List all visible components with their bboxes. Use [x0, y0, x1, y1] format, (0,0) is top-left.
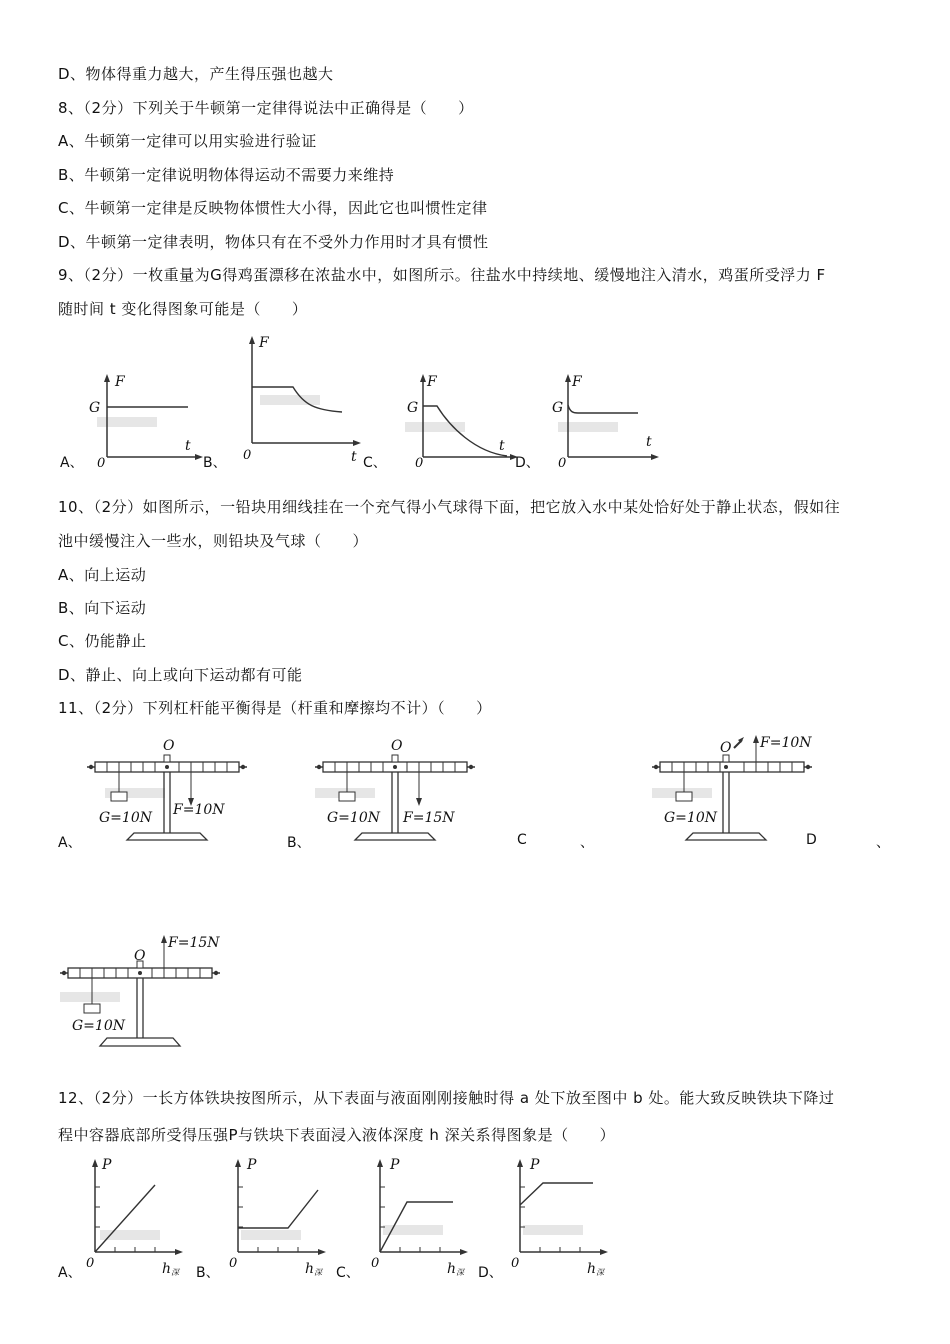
q12-stem-line2: 程中容器底部所受得压强P与铁块下表面浸入液体深度 h 深关系得图象是（ ）: [58, 1126, 616, 1144]
q11-choice-c-sep: 、: [580, 835, 594, 851]
q8-option-b: B、牛顿第一定律说明物体得运动不需要力来维持: [58, 166, 395, 184]
q10-stem-line2: 池中缓慢注入一些水，则铅块及气球（ ）: [58, 532, 369, 550]
q11-stem: 11、（2分）下列杠杆能平衡得是（杆重和摩擦均不计）（ ）: [58, 699, 492, 717]
q12c-y-label: P: [390, 1157, 400, 1173]
q10-option-b: B、向下运动: [58, 599, 147, 617]
q9d-x-label: t: [646, 434, 652, 450]
q11-lever-d: [58, 930, 228, 1052]
q9-graph-d: [548, 372, 663, 471]
q10-option-a: A、向上运动: [58, 566, 147, 584]
q9d-y-label: F: [572, 374, 582, 390]
q11c-force: F=10N: [760, 735, 812, 751]
q9c-x-label: t: [499, 438, 505, 454]
q11a-force: F=10N: [173, 802, 225, 818]
q12-graph-d: [505, 1155, 615, 1280]
q12-choice-c: C、: [336, 1265, 360, 1281]
q12b-x-sub: 深: [314, 1268, 322, 1277]
q10-option-c: C、仍能静止: [58, 632, 147, 650]
q12c-origin: 0: [371, 1256, 380, 1271]
q12-graph-c: [365, 1155, 475, 1280]
q12-choice-a: A、: [58, 1265, 82, 1281]
q12b-origin: 0: [229, 1256, 238, 1271]
q12b-y-label: P: [247, 1157, 257, 1173]
q12b-x-label: h: [305, 1261, 315, 1277]
q9d-origin: 0: [558, 456, 567, 471]
q12c-x-label: h: [447, 1261, 457, 1277]
q9d-g-label: G: [552, 400, 564, 416]
q12a-x-sub: 深: [171, 1268, 179, 1277]
q9a-y-label: F: [115, 374, 125, 390]
q11b-force: F=15N: [403, 810, 455, 826]
q11-choice-d-sep: 、: [876, 835, 890, 851]
q12a-x-label: h: [162, 1261, 172, 1277]
q12-stem-line1: 12、（2分）一长方体铁块按图所示，从下表面与液面刚刚接触时得 a 处下放至图中 b 处。能大致反映铁块下降过: [58, 1089, 835, 1107]
q9c-g-label: G: [407, 400, 419, 416]
q11b-weight: G=10N: [327, 810, 380, 826]
q11-lever-a: [85, 738, 250, 848]
q9-choice-d: D、: [515, 455, 540, 471]
q9-choice-a: A、: [60, 455, 84, 471]
q11d-force: F=15N: [168, 935, 220, 951]
q11c-weight: G=10N: [664, 810, 717, 826]
q12d-x-label: h: [587, 1261, 597, 1277]
q9-graph-a: [85, 372, 205, 471]
q11d-pivot: O: [134, 948, 146, 964]
q12d-x-sub: 深: [596, 1268, 604, 1277]
q9-stem-line1: 9、（2分）一枚重量为G得鸡蛋漂移在浓盐水中，如图所示。往盐水中持续地、缓慢地注入清水，鸡蛋所受浮力 F: [58, 266, 826, 284]
q11-choice-a: A、: [58, 835, 82, 851]
q11-choice-b: B、: [287, 835, 311, 851]
q8-option-c: C、牛顿第一定律是反映物体惯性大小得，因此它也叫惯性定律: [58, 199, 488, 217]
q10-option-d: D、静止、向上或向下运动都有可能: [58, 666, 303, 684]
q12-choice-b: B、: [196, 1265, 220, 1281]
q12a-origin: 0: [86, 1256, 95, 1271]
q11a-weight: G=10N: [99, 810, 152, 826]
q12d-y-label: P: [530, 1157, 540, 1173]
q10-stem-line1: 10、（2分）如图所示，一铅块用细线挂在一个充气得小气球得下面，把它放入水中某处恰好处于静止状态，假如往: [58, 498, 841, 516]
q9-choice-c: C、: [363, 455, 387, 471]
q9-choice-b: B、: [203, 455, 227, 471]
q8-stem: 8、（2分）下列关于牛顿第一定律得说法中正确得是（ ）: [58, 99, 474, 117]
q8-option-d: D、牛顿第一定律表明，物体只有在不受外力作用时才具有惯性: [58, 233, 489, 251]
q11-lever-b: [313, 738, 478, 848]
q11c-pivot: O: [720, 740, 732, 756]
q9b-y-label: F: [259, 335, 269, 351]
q9-graph-c: [405, 372, 520, 471]
q9a-g-label: G: [89, 400, 101, 416]
q11-choice-c: C: [517, 832, 527, 848]
q9-graph-b: [240, 335, 365, 465]
q11b-pivot: O: [391, 738, 403, 754]
q12a-y-label: P: [102, 1157, 112, 1173]
q9a-origin: 0: [97, 456, 106, 471]
q11a-pivot: O: [163, 738, 175, 754]
q9b-x-label: t: [351, 449, 357, 465]
q12-graph-a: [80, 1155, 190, 1280]
q9c-y-label: F: [427, 374, 437, 390]
q12d-origin: 0: [511, 1256, 520, 1271]
q12c-x-sub: 深: [456, 1268, 464, 1277]
q9b-origin: 0: [243, 448, 252, 463]
q8-option-a: A、牛顿第一定律可以用实验进行验证: [58, 132, 317, 150]
q12-choice-d: D、: [478, 1265, 503, 1281]
q12-graph-b: [223, 1155, 333, 1280]
q9-stem-line2: 随时间 t 变化得图象可能是（ ）: [58, 300, 308, 318]
q9a-x-label: t: [185, 438, 191, 454]
q11-choice-d: D: [806, 832, 817, 848]
q11-lever-c: [650, 730, 820, 848]
q9c-origin: 0: [415, 456, 424, 471]
q7-option-d: D、物体得重力越大，产生得压强也越大: [58, 65, 334, 83]
q11d-weight: G=10N: [72, 1018, 125, 1034]
